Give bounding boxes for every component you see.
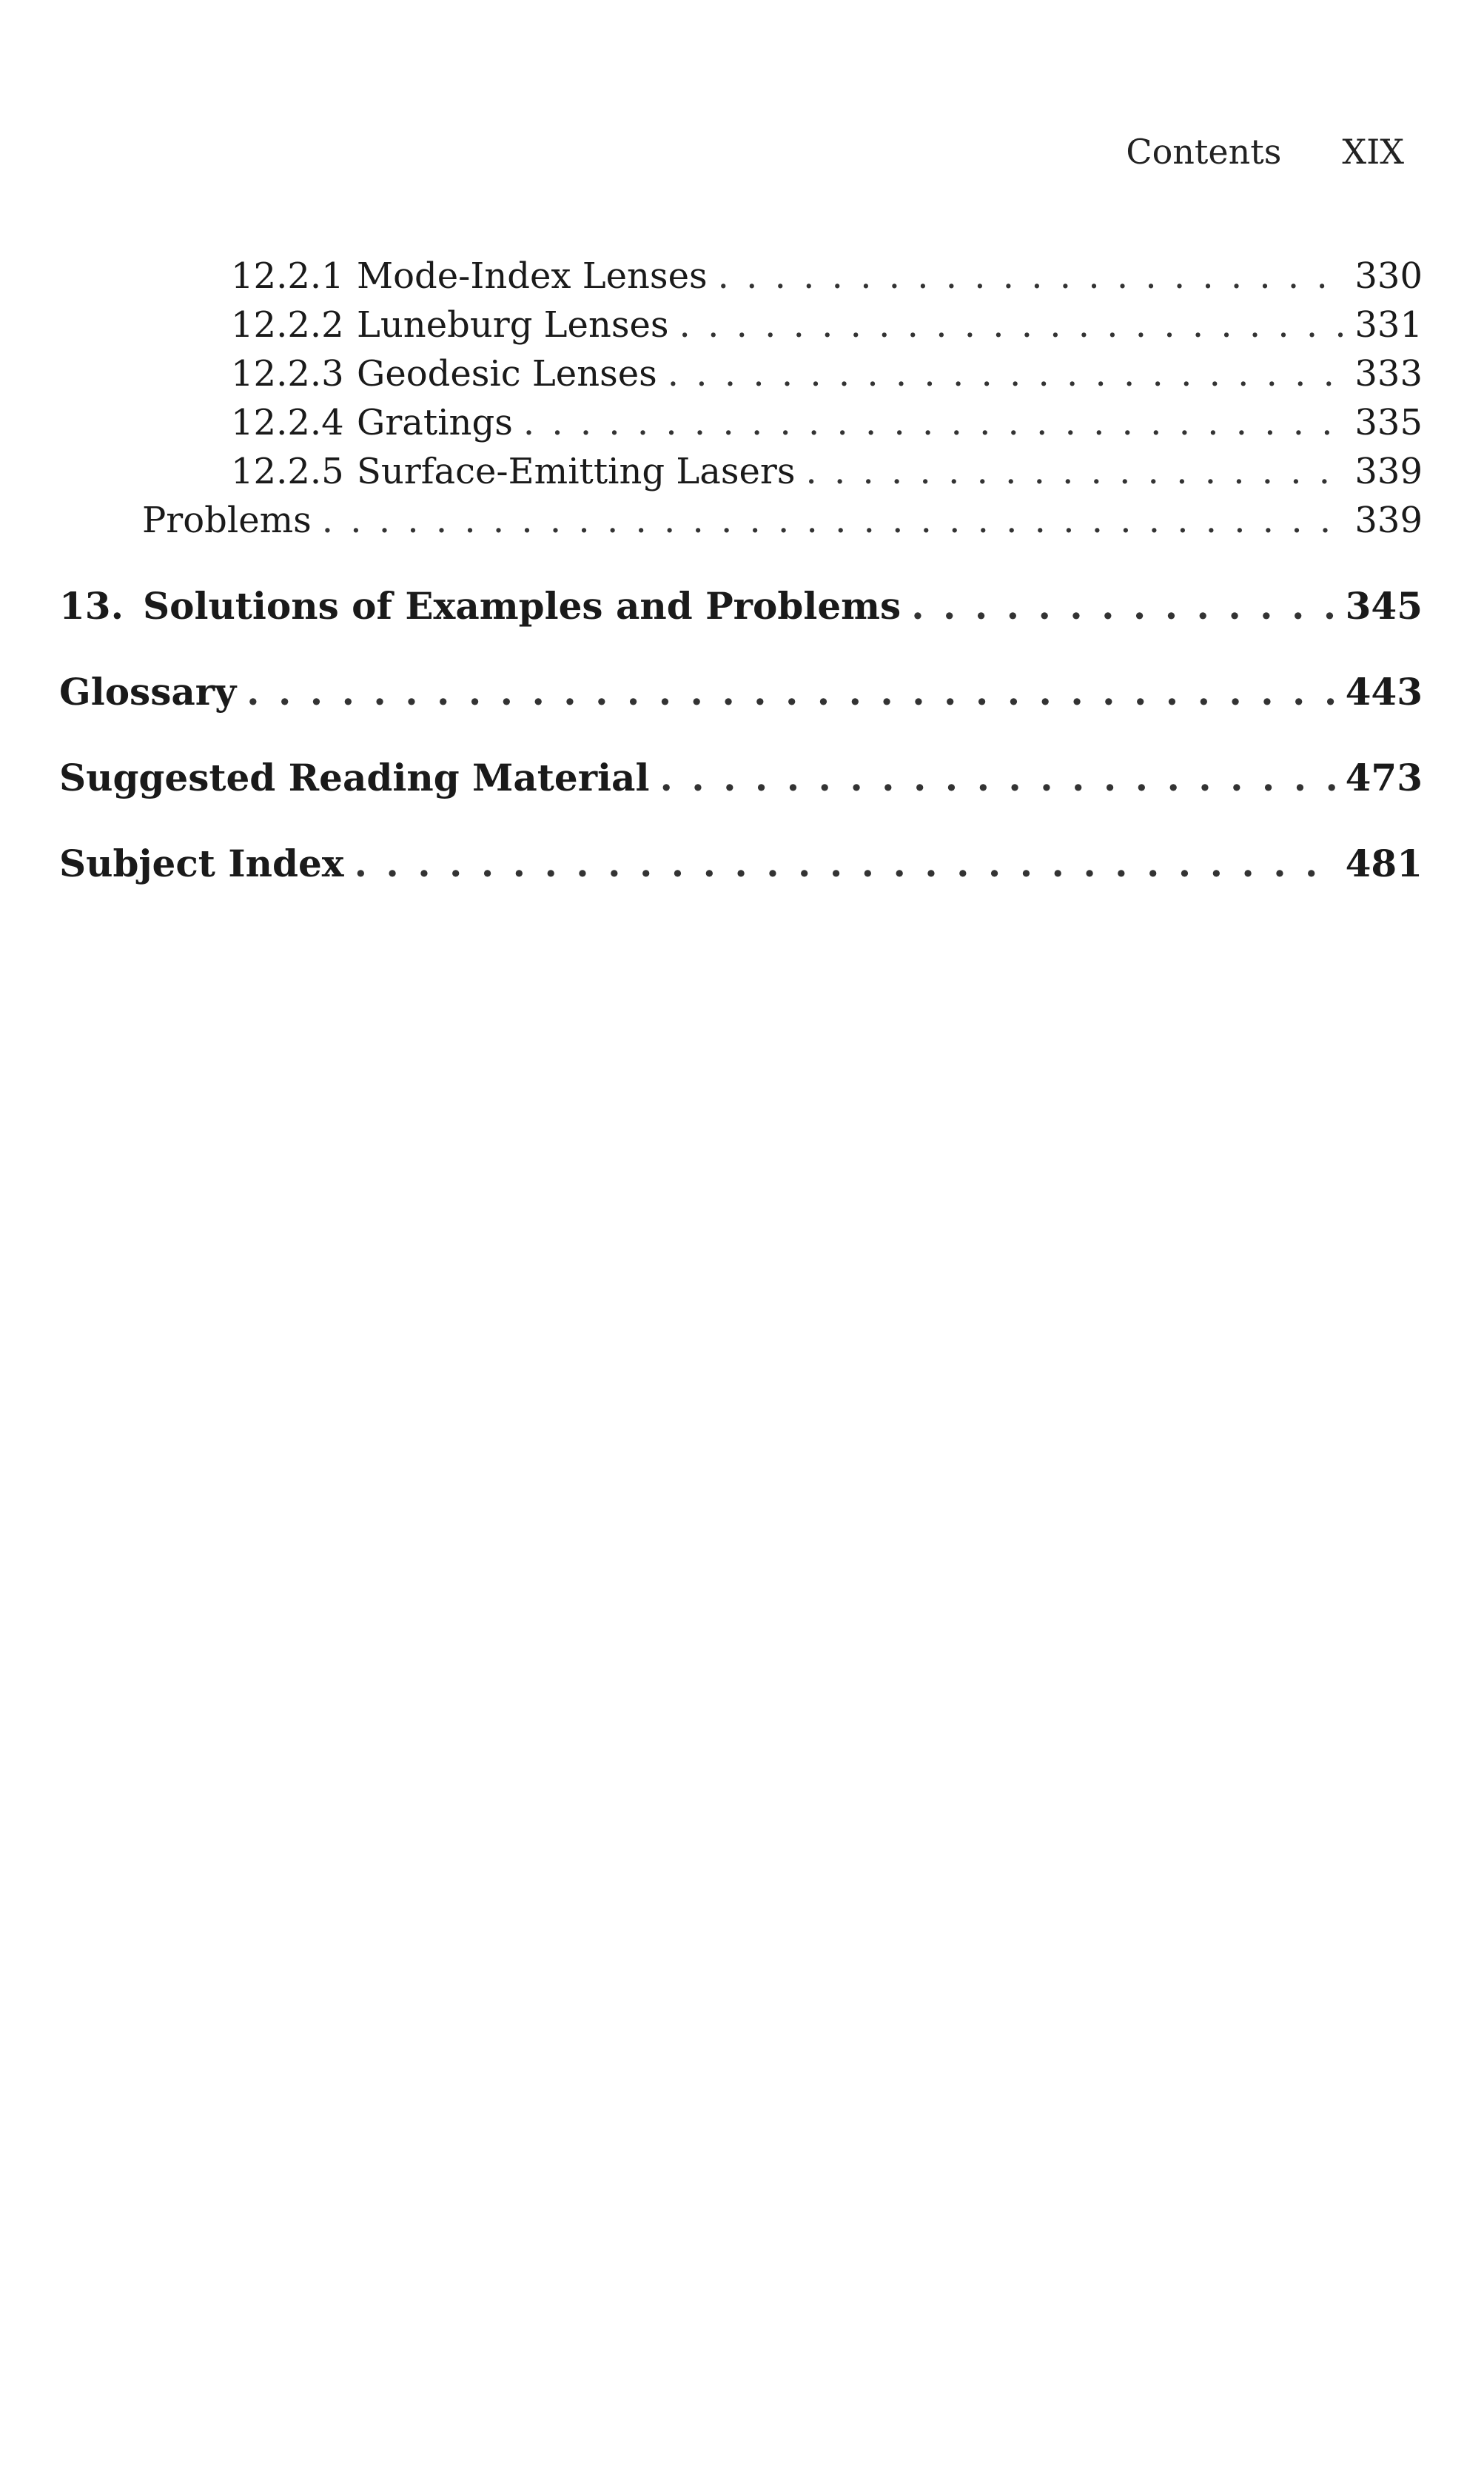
toc-entry-page: 333 bbox=[1354, 353, 1423, 395]
dot-leader bbox=[911, 582, 1334, 631]
toc-entry-page: 330 bbox=[1354, 255, 1423, 297]
running-head-title: Contents bbox=[1126, 132, 1282, 172]
toc-chapter-page: 443 bbox=[1345, 670, 1423, 714]
toc-entry[interactable] bbox=[59, 447, 1423, 496]
toc-chapter-title: Glossary bbox=[59, 670, 237, 714]
toc-entry[interactable] bbox=[59, 301, 1423, 349]
toc-chapter-page: 481 bbox=[1345, 842, 1423, 885]
toc-entry-title: Gratings bbox=[357, 402, 513, 443]
dot-leader bbox=[355, 839, 1335, 888]
dot-leader bbox=[805, 447, 1344, 496]
toc-chapter-title: Suggested Reading Material bbox=[59, 756, 650, 799]
toc-entry-title: Geodesic Lenses bbox=[357, 353, 657, 395]
toc-chapter-page: 473 bbox=[1345, 756, 1423, 799]
toc-entry[interactable] bbox=[59, 349, 1423, 398]
dot-leader bbox=[659, 754, 1334, 802]
toc-chapter-glossary[interactable] bbox=[59, 668, 1423, 717]
toc-chapter-title: Solutions of Examples and Problems bbox=[143, 584, 902, 628]
toc-entry-number: 12.2.1 bbox=[231, 255, 344, 297]
dot-leader bbox=[322, 496, 1345, 545]
running-head bbox=[1126, 132, 1404, 172]
toc-entry-number: 12.2.3 bbox=[231, 353, 344, 395]
toc-entry-title: Mode-Index Lenses bbox=[357, 255, 708, 297]
toc-chapter-number: 13. bbox=[59, 584, 124, 628]
toc-chapter-reading[interactable] bbox=[59, 754, 1423, 802]
toc-entry-page: 339 bbox=[1354, 500, 1423, 541]
toc-chapter-page: 345 bbox=[1345, 584, 1423, 628]
toc-entry-title: Luneburg Lenses bbox=[357, 304, 669, 346]
page-number: XIX bbox=[1342, 132, 1404, 172]
toc-chapter[interactable] bbox=[59, 582, 1423, 631]
toc-entry-page: 335 bbox=[1354, 402, 1423, 443]
toc-chapter-title: Subject Index bbox=[59, 842, 344, 885]
dot-leader bbox=[246, 668, 1334, 717]
dot-leader bbox=[718, 252, 1345, 301]
toc-entry-title: Surface-Emitting Lasers bbox=[357, 451, 796, 492]
toc-entry-title: Problems bbox=[142, 500, 312, 541]
dot-leader bbox=[523, 398, 1345, 447]
toc-entry-page: 339 bbox=[1354, 451, 1423, 492]
toc-entry-number: 12.2.2 bbox=[231, 304, 344, 346]
toc-entry-problems[interactable] bbox=[59, 496, 1423, 545]
toc-entry-number: 12.2.5 bbox=[231, 451, 344, 492]
toc-entry-number: 12.2.4 bbox=[231, 402, 344, 443]
toc-entry-page: 331 bbox=[1354, 304, 1423, 346]
toc-entry[interactable] bbox=[59, 398, 1423, 447]
dot-leader bbox=[679, 301, 1345, 349]
dot-leader bbox=[668, 349, 1345, 398]
toc-chapter-index[interactable] bbox=[59, 839, 1423, 888]
toc-entry[interactable] bbox=[59, 252, 1423, 301]
table-of-contents bbox=[59, 252, 1423, 888]
